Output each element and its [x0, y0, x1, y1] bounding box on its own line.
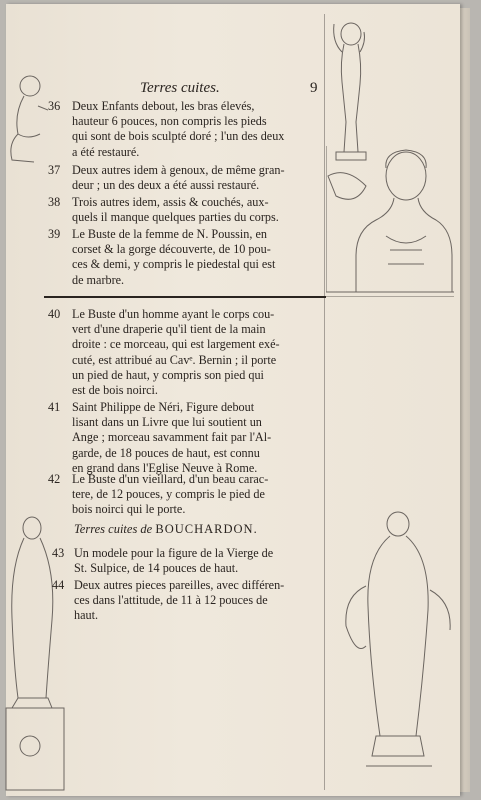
- entry-line: a été restauré.: [72, 144, 140, 159]
- entry-number: 40: [48, 307, 61, 321]
- entry-line: tere, de 12 pouces, y compris le pied de: [72, 487, 265, 502]
- entry-line: Ange ; morceau savamment fait par l'Al-: [72, 430, 272, 445]
- sketch-panel-border-divider: [324, 296, 454, 297]
- entry-number: 44: [52, 578, 65, 592]
- entry-line: vert d'une draperie qu'il tient de la main: [72, 322, 266, 337]
- running-head: Terres cuites.: [140, 80, 220, 96]
- entry-line: deur ; un des deux a été aussi restauré.: [72, 178, 260, 193]
- sketch-panel-border-left: [324, 14, 325, 790]
- entry-line: Un modele pour la figure de la Vierge de: [74, 546, 274, 560]
- kneeling-child-sketch-icon: [4, 70, 48, 180]
- entry-line: Trois autres idem, assis & couchés, aux-: [72, 195, 269, 209]
- entry-number: 41: [48, 400, 61, 414]
- female-bust-sketch-icon: [326, 146, 456, 294]
- entry-line: Deux Enfants debout, les bras élevés,: [72, 99, 255, 113]
- catalogue-entry-44: [52, 578, 284, 624]
- entry-line: quels il manque quelques parties du corps.: [72, 210, 279, 225]
- entry-line: garde, de 18 pouces de haut, est connu: [72, 445, 260, 460]
- entry-number: 43: [52, 546, 65, 560]
- catalogue-entry-42: [48, 472, 268, 518]
- catalogue-entry-38: [48, 195, 279, 225]
- section-divider-rule: [44, 296, 326, 298]
- entry-number: 36: [48, 99, 61, 113]
- page-edge: [460, 8, 470, 792]
- entry-line: lisant dans un Livre que lui soutient un: [72, 415, 262, 430]
- entry-line: bois noirci qui le porte.: [72, 502, 186, 517]
- section-heading-prefix: Terres cuites de: [74, 522, 156, 536]
- catalogue-entry-39: [48, 227, 275, 288]
- section-heading: [74, 522, 258, 537]
- entry-line: de marbre.: [72, 272, 125, 287]
- entry-line: un pied de haut, y compris son pied qui: [72, 367, 264, 382]
- entry-line: Deux autres idem à genoux, de même gran-: [72, 163, 285, 177]
- catalogue-entry-40: [48, 307, 280, 398]
- section-heading-name: BOUCHARDON.: [155, 522, 258, 536]
- entry-line: haut.: [74, 608, 99, 623]
- catalogue-entry-41: [48, 400, 271, 476]
- page-number: 9: [310, 80, 318, 96]
- entry-line: Le Buste de la femme de N. Poussin, en: [72, 227, 267, 241]
- entry-line: Deux autres pieces pareilles, avec différen-: [74, 578, 285, 592]
- entry-line: droite : ce morceau, qui est largement exé-: [72, 337, 280, 352]
- entry-line: ces dans l'attitude, de 11 à 12 pouces de: [74, 593, 268, 608]
- catalogue-entry-36: [48, 99, 284, 160]
- entry-line: St. Sulpice, de 14 pouces de haut.: [74, 561, 239, 576]
- entry-line: est de bois noirci.: [72, 383, 158, 398]
- entry-line: Le Buste d'un homme ayant le corps cou-: [72, 307, 275, 321]
- entry-line: ces & demi, y compris le piedestal qui est: [72, 257, 276, 272]
- entry-number: 38: [48, 195, 61, 209]
- entry-line: hauteur 6 pouces, non compris les pieds: [72, 114, 267, 129]
- entry-number: 42: [48, 472, 61, 486]
- catalogue-entry-37: [48, 163, 285, 193]
- entry-line: Saint Philippe de Néri, Figure debout: [72, 400, 255, 414]
- entry-line: corset & la gorge découverte, de 10 pou-: [72, 242, 271, 257]
- entry-number: 39: [48, 227, 61, 241]
- standing-figure-sketch-icon: [336, 506, 456, 776]
- entry-line: en grand dans l'Eglise Neuve à Rome.: [72, 460, 258, 475]
- entry-line: qui sont de bois sculpté doré ; l'un des deux: [72, 129, 285, 144]
- putto-sketch-icon: [326, 12, 376, 162]
- entry-line: Le Buste d'un vieillard, d'un beau carac-: [72, 472, 269, 486]
- catalogue-entry-43: [52, 546, 273, 576]
- entry-line: cuté, est attribué au Cavᵉ. Bernin ; il porte: [72, 352, 277, 367]
- entry-number: 37: [48, 163, 61, 177]
